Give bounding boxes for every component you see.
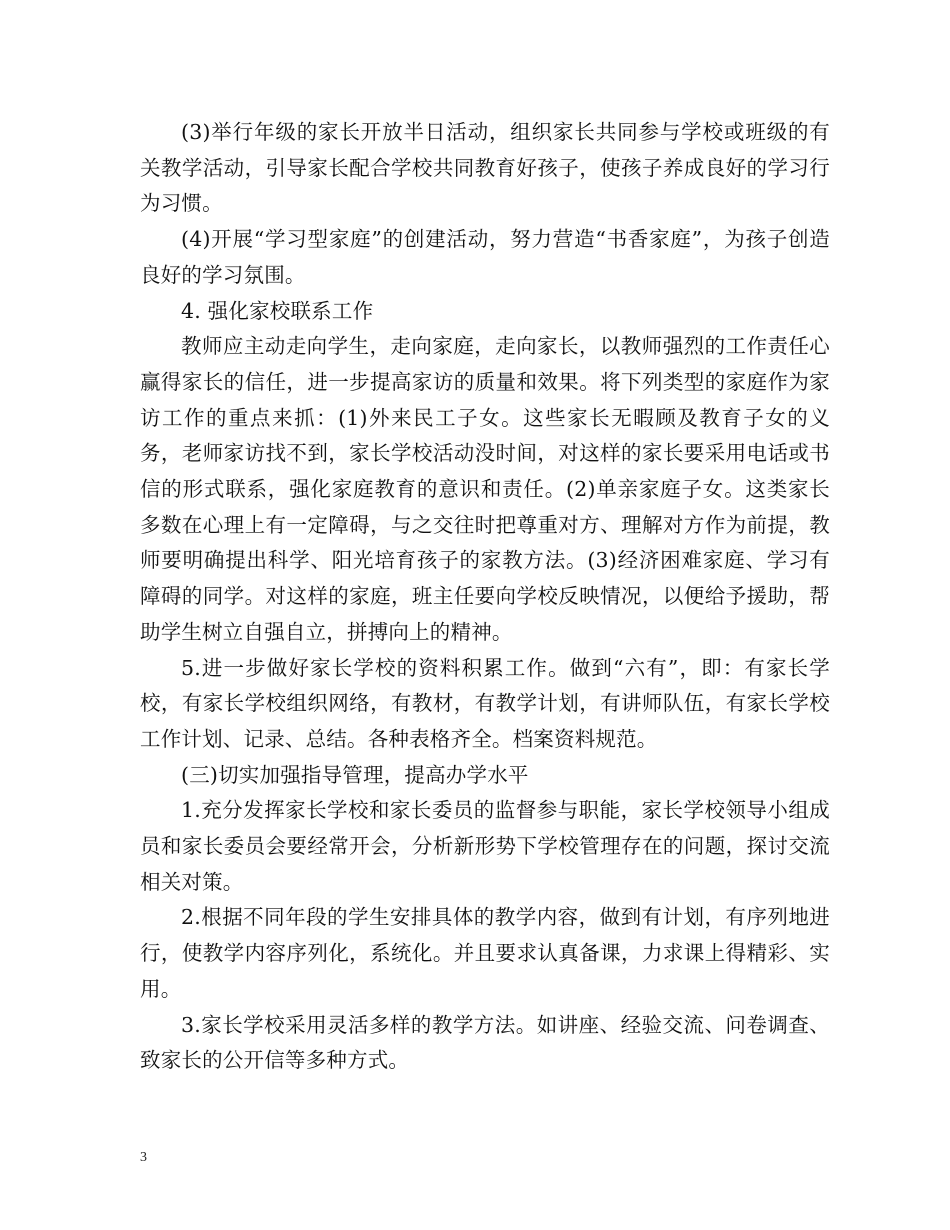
paragraph-learning-family: (4)开展“学习型家庭”的创建活动，努力营造“书香家庭”，为孩子创造良好的学习氛围。 — [140, 227, 830, 287]
paragraph-records: 5.进一步做好家长学校的资料积累工作。做到“六有”，即：有家长学校，有家长学校组织网络，有教材，有教学计划，有讲师队伍，有家长学校工作计划、记录、总结。各种表格齐全。档案资料规范。 — [140, 655, 830, 751]
paragraph-open-day: (3)举行年级的家长开放半日活动，组织家长共同参与学校或班级的有关教学活动，引导家长配合学校共同教育好孩子，使孩子养成良好的学习行为习惯。 — [140, 120, 830, 216]
paragraph-home-visits: 教师应主动走向学生，走向家庭，走向家长，以教师强烈的工作责任心赢得家长的信任，进一步提高家访的质量和效果。将下列类型的家庭作为家访工作的重点来抓：(1)外来民工子女。这些家长无暇顾及教育子女的义务，老师家访找不到，家长学校活动没时间，对这样的家长要采用电话或书信的形式联系，强化家庭教育的意识和责任。(2)单亲家庭子女。这类家长多数在心理上有一定障碍，与之交往时把尊重对方、理解对方作为前提，教师要明确提出科学、阳光培育孩子的家教方法。(3)经济困难家庭、学习有障碍的同学。对这样的家庭，班主任要向学校反映情况，以便给予援助，帮助学生树立自强自立，拼搏向上的精神。 — [140, 334, 830, 644]
heading-guidance-management: (三)切实加强指导管理，提高办学水平 — [181, 762, 529, 787]
heading-home-school-contact: 4. 强化家校联系工作 — [181, 298, 374, 323]
paragraph-teaching-methods: 3.家长学校采用灵活多样的教学方法。如讲座、经验交流、问卷调查、致家长的公开信等多种方式。 — [140, 1012, 830, 1073]
document-body — [140, 115, 830, 1079]
page-number: 3 — [140, 1150, 147, 1165]
paragraph-teaching-content: 2.根据不同年段的学生安排具体的教学内容，做到有计划，有序列地进行，使教学内容序列化，系统化。并且要求认真备课，力求课上得精彩、实用。 — [140, 905, 830, 1001]
paragraph-supervision: 1.充分发挥家长学校和家长委员的监督参与职能，家长学校领导小组成员和家长委员会要经常开会，分析新形势下学校管理存在的问题，探讨交流相关对策。 — [140, 798, 830, 894]
